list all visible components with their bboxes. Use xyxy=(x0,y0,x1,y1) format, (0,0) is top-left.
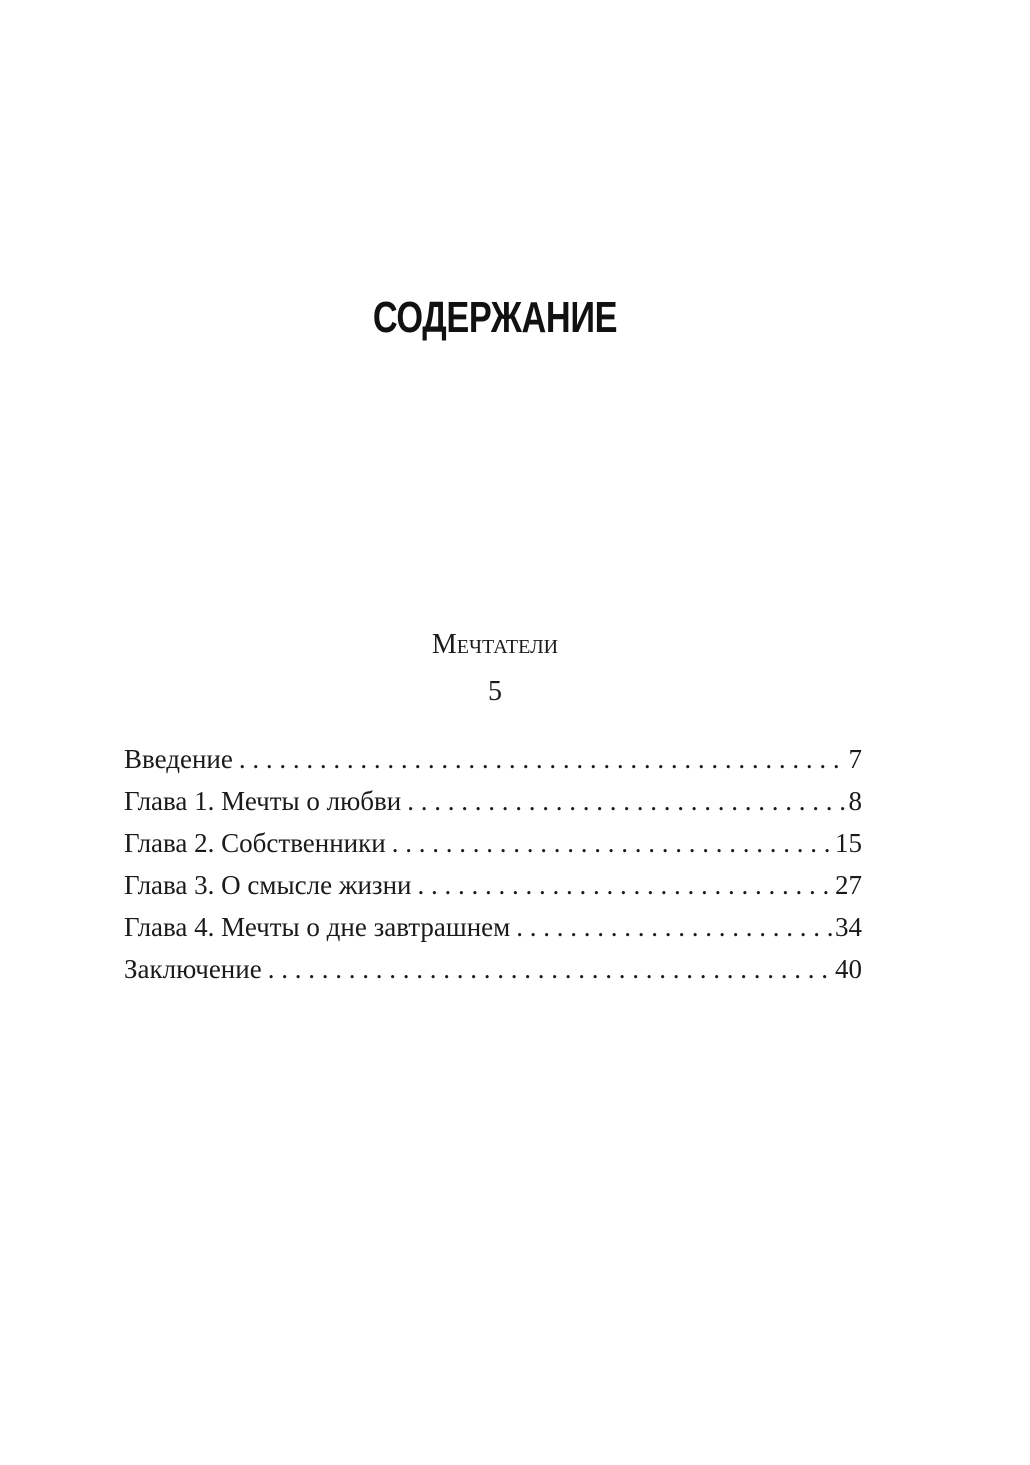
toc-entry-page: 7 xyxy=(848,744,862,774)
toc-entry-chapter-1 xyxy=(124,780,862,822)
toc-entry-page: 34 xyxy=(835,912,862,942)
toc-entry-page: 40 xyxy=(835,954,862,984)
section-page-number: 5 xyxy=(488,676,502,707)
toc-entry-label: Глава 4. Мечты о дне завтрашнем xyxy=(124,912,511,942)
toc-dot-leader xyxy=(268,948,833,990)
page-title: СОДЕРЖАНИЕ xyxy=(372,293,618,342)
toc-entry-introduction xyxy=(124,738,862,780)
toc-entry-chapter-4 xyxy=(124,906,862,948)
toc-dot-leader xyxy=(392,822,833,864)
toc-entry-conclusion xyxy=(124,948,862,990)
section-title: Мечтатели xyxy=(431,629,559,660)
toc-dot-leader xyxy=(417,864,833,906)
toc-entry-label: Глава 1. Мечты о любви xyxy=(124,786,402,816)
toc-entry-label: Глава 2. Собственники xyxy=(124,828,386,858)
toc-dot-leader xyxy=(516,906,833,948)
toc-entry-chapter-3 xyxy=(124,864,862,906)
toc-dot-leader xyxy=(407,780,846,822)
toc-dot-leader xyxy=(239,738,847,780)
toc-entry-label: Введение xyxy=(124,744,233,774)
toc-entry-page: 27 xyxy=(835,870,862,900)
toc-entry-label: Заключение xyxy=(124,954,262,984)
toc-entry-chapter-2 xyxy=(124,822,862,864)
table-of-contents xyxy=(124,738,862,990)
toc-entry-label: Глава 3. О смысле жизни xyxy=(124,870,412,900)
toc-entry-page: 15 xyxy=(835,828,862,858)
toc-entry-page: 8 xyxy=(848,786,862,816)
